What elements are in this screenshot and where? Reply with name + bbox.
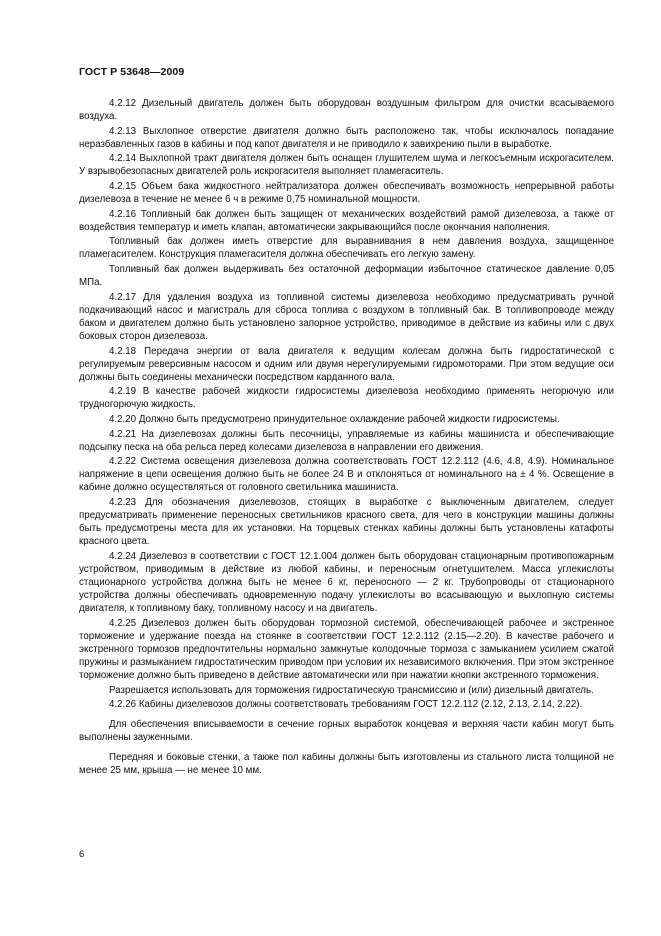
paragraph-4-2-22: 4.2.22 Система освещения дизелевоза должна соответствовать ГОСТ 12.2.112 (4.6, 4.8, 4.9). Номинальное напряжение в цепи освещения должно быть не более 24 В и отклоняться от номинального на ± 4 %. Освещение в кабине должно осуществляться от головного светильника машиниста. — [79, 456, 614, 494]
paragraph-fuel-tank-vent: Топливный бак должен иметь отверстие для выравнивания в нем давления воздуха, защищенное пламегасителем. Конструкция пламегасителя должна обеспечивать его легкую замену. — [79, 236, 614, 261]
paragraph-4-2-15: 4.2.15 Объем бака жидкостного нейтрализатора должен обеспечивать возможность непрерывной работы дизелевоза в течение не менее 6 ч в режиме 0,75 номинальной мощности. — [79, 181, 614, 206]
paragraph-4-2-17: 4.2.17 Для удаления воздуха из топливной системы дизелевоза необходимо предусматривать ручной подкачивающий насос и магистраль для сброса топлива с воздухом в топливный бак. В топливопроводе между баком и двигателем должно быть установлено запорное устройство, приводимое в действие из кабины или с двух боковых сторон дизелевоза. — [79, 291, 614, 342]
paragraph-4-2-24: 4.2.24 Дизелевоз в соответствии с ГОСТ 12.1.004 должен быть оборудован стационарным противопожарным устройством, приводимым в действие из любой кабины, и переносным огнетушителем. Масса углекислоты стационарного устройства должна быть не менее 6 кг, переносного — 2 кг. Трубопроводы от стационарного устройства должны обеспечивать одновременную подачу углекислоты во всасывающую и выхлопную системы двигателя, к топливному баку, топливному насосу и на двигатель. — [79, 550, 614, 615]
paragraph-cabin-walls: Передняя и боковые стенки, а также пол кабины должны быть изготовлены из стального листа толщиной не менее 25 мм, крыша — не менее 10 мм. — [79, 752, 614, 777]
paragraph-4-2-25: 4.2.25 Дизелевоз должен быть оборудован тормозной системой, обеспечивающей рабочее и экстренное торможение и удержание поезда на стоянке в соответствии ГОСТ 12.2.112 (2.15—2.20). В качестве рабочего и экстренного тормозов предпочтительны нормально замкнутые колодочные тормоза с замыканием усилием сжатой пружины и размыканием гидростатическим приводом при условии их независимого включения. При этом экстренное торможение должно быть приведено в действие автоматически или при нажатии кнопки экстренного торможения. — [79, 617, 614, 681]
paragraph-4-2-21: 4.2.21 На дизелевозах должны быть песочницы, управляемые из кабины машиниста и обеспечивающие подсыпку песка на оба рельса перед колесами дизелевоза в направлении его движения. — [79, 428, 614, 453]
paragraph-4-2-16: 4.2.16 Топливный бак должен быть защищен от механических воздействий рамой дизелевоза, а также от воздействия температур и иметь клапан, автоматически закрывающийся после окончания наполнения. — [79, 208, 614, 233]
paragraph-4-2-19: 4.2.19 В качестве рабочей жидкости гидросистемы дизелевоза необходимо применять негорючую или трудногорючую жидкость. — [79, 386, 614, 411]
paragraph-cabin-narrowing: Для обеспечения вписываемости в сечение горных выработок концевая и верхняя части кабин могут быть выполнены зауженными. — [79, 719, 614, 744]
paragraph-4-2-26: 4.2.26 Кабины дизелевозов должны соответствовать требованиям ГОСТ 12.2.112 (2.12, 2.13, 2.14, 2.22). — [109, 699, 583, 711]
paragraph-fuel-tank-pressure: Топливный бак должен выдерживать без остаточной деформации избыточное статическое давление 0,05 МПа. — [79, 264, 614, 289]
paragraph-4-2-14: 4.2.14 Выхлопной тракт двигателя должен быть оснащен глушителем шума и легкосъемным искрогасителем. У взрывобезопасных двигателей роль искрогасителя выполняет пламегаситель. — [79, 153, 614, 178]
paragraph-4-2-20: 4.2.20 Должно быть предусмотрено принудительное охлаждение рабочей жидкости гидросистемы. — [109, 414, 560, 426]
paragraph-braking-allowed: Разрешается использовать для торможения гидростатическую трансмиссию и (или) дизельный двигатель. — [109, 684, 594, 696]
paragraph-4-2-12: 4.2.12 Дизельный двигатель должен быть оборудован воздушным фильтром для очистки всасываемого воздуха. — [79, 98, 614, 123]
paragraph-4-2-13: 4.2.13 Выхлопное отверстие двигателя должно быть расположено так, чтобы исключалось попадание неразбавленных газов в кабины и под капот двигателя и не приводило к завихрению пыли в выработке. — [79, 125, 614, 150]
page-number: 6 — [79, 849, 85, 860]
paragraph-4-2-18: 4.2.18 Передача энергии от вала двигателя к ведущим колесам должна быть гидростатической с регулируемым реверсивным насосом и одним или двумя нерегулируемыми гидромоторами. При этом ведущие оси должны быть соединены механически посредством карданного вала. — [79, 345, 614, 383]
document-body — [79, 97, 614, 779]
document-header: ГОСТ Р 53648—2009 — [79, 66, 185, 78]
paragraph-4-2-23: 4.2.23 Для обозначения дизелевозов, стоящих в выработке с выключенным двигателем, следует предусматривать применение переносных светильников красного света, для чего в конструкции машины должны быть предусмотрены места для их установки. На торцевых стенках кабины должны быть установлены катафоты красного цвета. — [79, 497, 614, 548]
